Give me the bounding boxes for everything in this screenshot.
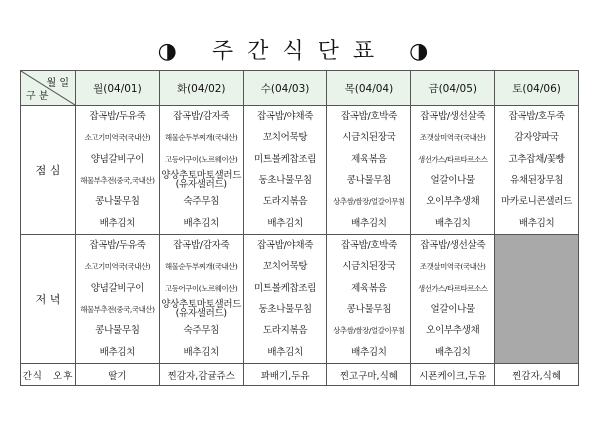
menu-item: 양상추토마토샐러드 (유자샐러드) — [161, 170, 242, 190]
menu-item: 시금치된장국 — [342, 261, 396, 273]
menu-item: 잡곡밥/야채죽 — [256, 111, 314, 123]
menu-item: 도라지볶음 — [262, 325, 308, 337]
menu-item: 조갯살미역국(국내산) — [419, 262, 486, 272]
menu-item: 고등어구이(노르웨이산) — [165, 154, 238, 164]
menu-item: 잡곡밥/생선살죽 — [420, 240, 486, 252]
snack-cell-mon: 딸기 — [76, 364, 160, 386]
menu-item: 꼬치어묵탕 — [262, 261, 308, 273]
dinner-cell-mon — [76, 235, 160, 364]
lunch-cell-tue — [159, 106, 243, 235]
menu-item: 잡곡밥/야채죽 — [256, 240, 314, 252]
header-row — [21, 71, 579, 106]
menu-item: 얼갈이나물 — [430, 304, 475, 315]
lunch-cell-thu — [327, 106, 411, 235]
menu-item: 감자양파국 — [514, 132, 559, 144]
lunch-cell-mon — [76, 106, 160, 235]
dinner-cell-fri — [411, 235, 495, 364]
menu-item: 미트볼케찹조림 — [254, 153, 317, 165]
menu-item: 시금치된장국 — [342, 132, 396, 144]
menu-item: 동초나물무침 — [258, 304, 312, 315]
menu-item: 콩나물무침 — [346, 175, 392, 186]
menu-item: 배추김치 — [351, 217, 387, 229]
menu-item: 배추김치 — [99, 217, 136, 229]
weekly-menu-table — [20, 70, 579, 386]
lunch-cell-sat — [495, 106, 579, 235]
day-header-fri: 금(04/05) — [411, 71, 495, 106]
menu-item: 생선가스/타르타르소스 — [417, 154, 488, 164]
menu-item: 잡곡밥/감자죽 — [173, 111, 230, 123]
dinner-cell-tue — [159, 235, 243, 364]
menu-item: 오이부추생채 — [426, 325, 480, 337]
dinner-cell-wed — [243, 235, 327, 364]
menu-item: 배추김치 — [183, 346, 219, 358]
snack-cell-fri: 시폰케이크,두유 — [411, 364, 495, 386]
menu-item: 양상추토마토샐러드 (유자샐러드) — [161, 299, 242, 319]
menu-item: 소고기미역국(국내산) — [84, 133, 151, 143]
menu-item: 도라지볶음 — [262, 196, 308, 208]
menu-item: 숙주무침 — [183, 196, 219, 208]
menu-item: 콩나물무침 — [95, 196, 140, 208]
menu-item: 잡곡밥/생선살죽 — [420, 111, 486, 123]
menu-item: 배추김치 — [183, 217, 219, 229]
day-header-thu: 목(04/04) — [327, 71, 411, 106]
menu-item: 제육볶음 — [351, 153, 387, 165]
snack-cell-thu: 찐고구마,식혜 — [327, 364, 411, 386]
header-corner-cell — [21, 71, 76, 106]
menu-item: 해물순두부찌개(국내산) — [165, 262, 238, 272]
menu-item: 배추김치 — [267, 346, 303, 358]
page-title: ◑ 주간식단표 ◑ — [157, 39, 443, 64]
dinner-label: 저 녁 — [21, 235, 76, 364]
menu-item: 양념갈비구이 — [90, 282, 145, 294]
menu-item: 해물부추전(중국,국내산) — [80, 305, 155, 314]
menu-item: 꼬치어묵탕 — [262, 132, 308, 144]
snack-label-sub: 오후 — [53, 370, 74, 382]
corner-date-label: 월 일 — [46, 78, 69, 89]
menu-item: 콩나물무침 — [346, 304, 392, 315]
lunch-cell-wed — [243, 106, 327, 235]
menu-item: 상추쌈/쌈장/얼갈이무침 — [333, 326, 405, 336]
menu-item: 해물부추전(중국,국내산) — [80, 176, 155, 185]
menu-item: 잡곡밥/감자죽 — [173, 240, 230, 252]
snack-label-main: 간식 — [22, 370, 43, 382]
menu-item: 고등어구이(노르웨이산) — [165, 283, 238, 293]
menu-item: 잡곡밥/호박죽 — [340, 111, 397, 123]
menu-item: 상추쌈/쌈장/얼갈이무침 — [333, 197, 405, 207]
menu-item: 오이부추생채 — [426, 196, 480, 208]
day-header-wed: 수(04/03) — [243, 71, 327, 106]
snack-cell-wed: 꽈배기,두유 — [243, 364, 327, 386]
menu-item: 잡곡밥/두유죽 — [89, 111, 146, 123]
lunch-label: 점 심 — [21, 106, 76, 235]
lunch-cell-fri — [411, 106, 495, 235]
menu-item: 숙주무침 — [183, 325, 219, 337]
menu-item: 조갯살미역국(국내산) — [419, 133, 486, 143]
menu-item: 해물순두부찌개(국내산) — [165, 133, 238, 143]
menu-item: 배추김치 — [267, 217, 303, 229]
menu-item: 배추김치 — [434, 346, 471, 358]
lunch-row — [21, 106, 579, 235]
menu-item: 동초나물무침 — [258, 175, 312, 186]
snack-row — [21, 364, 579, 386]
dinner-cell-thu — [327, 235, 411, 364]
menu-item: 얼갈이나물 — [430, 175, 475, 186]
menu-item: 유채된장무침 — [509, 175, 564, 186]
menu-item: 잡곡밥/호두죽 — [508, 111, 565, 123]
menu-item: 배추김치 — [434, 217, 471, 229]
menu-item: 배추김치 — [351, 346, 387, 358]
day-header-tue: 화(04/02) — [159, 71, 243, 106]
menu-item: 마카로니콘샐러드 — [501, 196, 573, 208]
dinner-cell-sat-empty — [495, 235, 579, 364]
corner-category-label: 구 분 — [26, 91, 49, 102]
snack-cell-tue: 찐감자,감귤쥬스 — [159, 364, 243, 386]
menu-item: 배추김치 — [99, 346, 136, 358]
menu-item: 콩나물무침 — [95, 325, 140, 337]
snack-cell-sat: 찐감자,식혜 — [495, 364, 579, 386]
menu-item: 고추잡채/꽃빵 — [508, 153, 565, 165]
day-header-mon: 월(04/01) — [76, 71, 160, 106]
menu-item: 소고기미역국(국내산) — [84, 262, 151, 272]
dinner-row — [21, 235, 579, 364]
day-header-sat: 토(04/06) — [495, 71, 579, 106]
menu-item: 잡곡밥/두유죽 — [89, 240, 146, 252]
menu-item: 생선가스/타르타르소스 — [417, 283, 488, 293]
snack-label — [21, 364, 76, 386]
menu-item: 잡곡밥/호박죽 — [340, 240, 397, 252]
menu-item: 양념갈비구이 — [90, 153, 145, 165]
menu-item: 배추김치 — [518, 217, 555, 229]
menu-item: 미트볼케찹조림 — [254, 282, 317, 294]
menu-item: 제육볶음 — [351, 282, 387, 294]
